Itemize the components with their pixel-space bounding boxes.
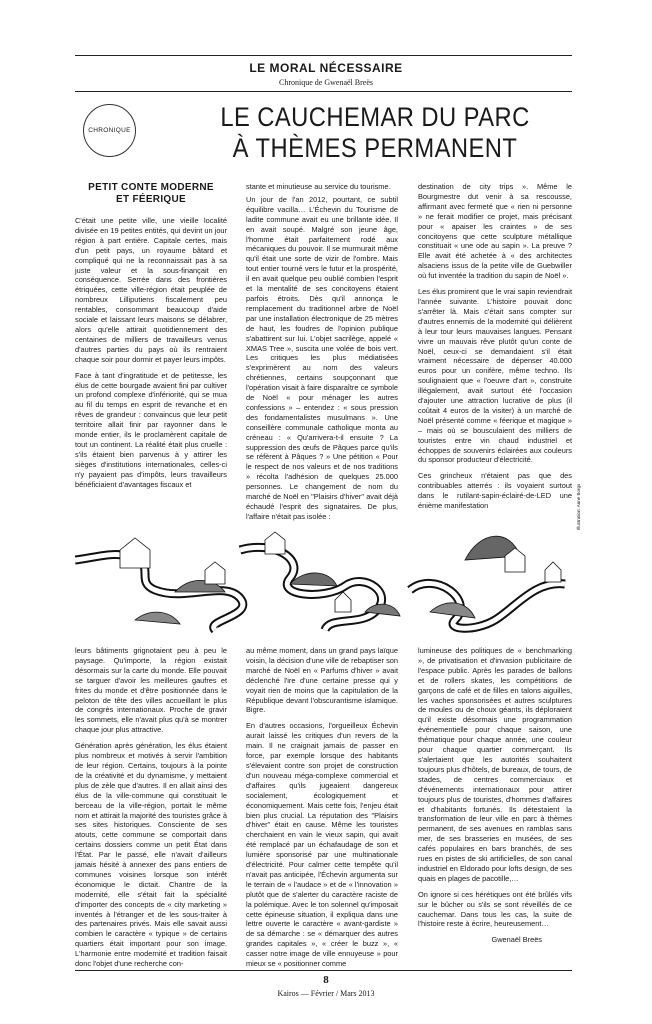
paragraph: Ces grincheux n'étaient pas que des contribuables atterrés : ils voyaient surtout dans le rutilant-sapin-éclairé-de-LED une énième manifestation bbox=[418, 471, 572, 511]
illustration bbox=[75, 520, 572, 638]
subhead-line-2: ET FÉERIQUE bbox=[116, 194, 186, 205]
byline: Chronique de Gwenaël Breës bbox=[279, 78, 373, 87]
top-column-1 bbox=[75, 182, 227, 495]
top-column-2 bbox=[246, 182, 398, 528]
chronique-badge: CHRONIQUE bbox=[83, 104, 136, 157]
paragraph: En d'autres occasions, l'orgueilleux Échevin aurait laissé les critiques d'un revers de la main. Il ne craignait jamais de passer en force, par exemple lorsque des habitants s'élevaient contre son projet de construction d'un nouveau méga-complexe commercial et d'affaires qu'ils jugeaient dangereux socialement, écologiquement et économiquement. Mais cette fois, l'enjeu était bien plus crucial. La réputation des "Plaisirs d'hiver" était en cause. Même les touristes cherchaient en vain le vieux sapin, qui avait été remplacé par un échafaudage de son et lumière sponsorisé par une multinationale d'électricité. Pour calmer cette tempête qu'il n'avait pas anticipée, l'Échevin argumenta sur le terrain de « l'audace » et de « l'innovation » plutôt que de s'alerter du caractère raciste de la polémique. Avec le ton solennel qu'imposait cette épineuse situation, il expliqua dans une lettre ouverte le caractère « avant-gardiste » de sa démarche : se « démarquer des autres grandes capitales », « créer le buzz », « casser notre image de ville ennuyeuse » pour mieux se « positionner comme bbox=[246, 721, 398, 969]
paragraph: C'était une petite ville, une vieille localité divisée en 19 petites entités, qui devint un jour région à part entière. Capitale certes, mais d'un petit pays, un royaume bâtard et compliqué qui ne la reconnaissait pas à sa juste valeur et la sous-finançait en conséquence. Serrée dans des frontières étriquées, cette ville-région était peuplée de nombreux Lilliputiens fiscalement peu rentables, consommant beaucoup d'aide sociale et laissant leurs maisons se délabrer, alors qu'elle attirait quotidiennement des centaines de milliers de travailleurs venus d'autres parties du pays où ils rentraient chaque soir pour dormir et payer leurs impôts. bbox=[75, 216, 227, 364]
footer-rule bbox=[75, 970, 572, 971]
bottom-column-1 bbox=[75, 646, 227, 975]
paragraph: On ignore si ces hérétiques ont été brûlés vifs sur le bûcher ou s'ils se sont réveillés de ce cauchemar. Dans tous les cas, la suite de l'histoire reste à écrire, heureusement… bbox=[418, 889, 572, 929]
page-number: 8 bbox=[323, 974, 329, 986]
title-line-2: À THÈMES PERMANENT bbox=[232, 133, 518, 163]
paragraph: Les élus promirent que le vrai sapin reviendrait l'année suivante. L'histoire pouvait donc s'arrêter là. Mais c'était sans compter sur d'autres ennemis de la modernité qui délièrent à leur tour leurs mauvaises langues. Pensant vivre un mauvais rêve plutôt qu'un conte de Noël, ceux-ci se demandaient s'il était vraiment nécessaire de dépenser 40.000 euros pour un conifère, même techno. Ils soulignaient que « l'oeuvre d'art », construite illégalement, avait surtout été l'occasion d'ajouter une attraction lucrative de plus (il coûtait 4 euros de la visiter) à un marché de Noël présenté comme « féerique et magique » – mais où se bousculaient des milliers de touristes entre vin chaud industriel et échoppes de souvenirs éclairées aux couleurs du sponsor producteur d'électricité. bbox=[418, 287, 572, 465]
subhead bbox=[75, 182, 227, 206]
paragraph: destination de city trips ». Même le Bourgmestre dut venir à sa rescousse, affirmant avec fermeté que « rien ni personne » ne ferait modifier ce projet, mais précisant pour « apaiser les craintes » de ses concitoyens que cette sculpture métallique constituait « une ode au sapin ». La preuve ? Elle avait été achetée à « des architectes alsaciens issus de la petite ville de Guebwiller où fut inventée la tradition du sapin de Noël ». bbox=[418, 182, 572, 281]
article-title bbox=[177, 102, 573, 164]
header-rule-top bbox=[75, 55, 572, 56]
issue-footer: Kairos — Février / Mars 2013 bbox=[277, 989, 375, 998]
paragraph: Face à tant d'ingratitude et de petitesse, les élus de cette bourgade avaient fini par cultiver un profond complexe d'infériorité, qui se mua au fil du temps en esprit de revanche et en rêves de grandeur : convaincus que leur petit territoire allait finir par rayonner dans le monde entier, ils le proclamèrent capitale de tout un continent. La réalité était plus cruelle : s'ils étaient bien parvenus à y attirer les sièges d'institutions internationales, celles-ci n'y payaient pas d'impôts, leurs travailleurs bénéficiaient d'avantages fiscaux et bbox=[75, 370, 227, 489]
author-signature: Gwenaël Breës bbox=[491, 935, 542, 945]
header-rule-bottom bbox=[75, 91, 572, 92]
top-column-3 bbox=[418, 182, 572, 517]
paragraph: stante et minutieuse au service du tourisme. bbox=[246, 182, 391, 191]
subhead-line-1: PETIT CONTE MODERNE bbox=[88, 182, 214, 193]
bottom-column-2 bbox=[246, 646, 398, 975]
paragraph: lumineuse des politiques de « benchmarking », de privatisation et d'invasion publicitaire de l'espace public. Après les parades de ballons et de rollers skates, les compétitions de garçons de café et de filles en talons aiguilles, les vaches sponsorisées et autres sculptures de moules ou de choux géants, ils déploraient qu'il existe désormais une programmation événementielle pour chaque saison, une thématique pour chaque année, une couleur pour chaque quartier commerçant. Ils s'alertaient que les autorités souhaitent toujours plus d'hôtels, de bureaux, de tours, de stades, de centres commerciaux et d'événements internationaux pour attirer toujours plus de touristes, d'hommes d'affaires et d'habitants fortunés. Ils détestaient la transformation de leur ville en parc à thèmes permanent, de ses avenues en ramblas sans mer, de ses brasseries en musées, de ses cafés populaires en bars branchés, de ses rues en pistes de ski artificielles, de son canal industriel en Eldorado pour lofts design, de ses quais en plages de pacotille,… bbox=[418, 646, 572, 883]
paragraph: Un jour de l'an 2012, pourtant, ce subtil équilibre vacilla… L'Échevin du Tourisme de ladite commune avait eu une brillante idée. Il en avait soupé. Malgré son jeune âge, l'homme était parfaitement rodé aux mécaniques du pouvoir. Il se murmurait même qu'il était une sorte de vizir de l'ombre. Mais tout entier tourné vers le futur et la prospérité, il en avait quelque peu oublié combien l'esprit et la mentalité de ses concitoyens étaient parfois étroits. Dès qu'il annonça le remplacement du traditionnel arbre de Noël par une installation électronique de 25 mètres de haut, les foudres de l'opinion publique s'abattirent sur lui. L'objet sacrilège, appelé « XMAS Tree », suscita une volée de bois vert. Les critiques les plus médiatisées s'exprimèrent au nom des valeurs chrétiennes, certains soupçonnant que l'opération visait à faire disparaître ce symbole de Noël « pour ménager les autres confessions » – entendez : « sous pression des fondamentalistes musulmans ». Une conseillère communale catholique monta au créneau : « Qu'arrivera-t-il ensuite ? La suppression des œufs de Pâques parce qu'ils se réfèrent à Pâques ? » Une pétition « Pour le respect de nos valeurs et de nos traditions » récolta l'adhésion de quelques 25.000 personnes. Le changement de nom du marché de Noël en "Plaisirs d'hiver" avait déjà échaudé l'esprit des signataires. De plus, l'affaire n'était pas isolée : bbox=[246, 194, 398, 521]
title-line-1: LE CAUCHEMAR DU PARC bbox=[220, 102, 530, 132]
bottom-column-3 bbox=[418, 646, 572, 951]
section-title: LE MORAL NÉCESSAIRE bbox=[249, 61, 403, 75]
illustration-credit: Illustration: Anne Borgs bbox=[576, 483, 581, 530]
paragraph: au même moment, dans un grand pays laïque voisin, la décision d'une ville de rebaptiser son marché de Noël en « Parfums d'hiver » avait déclenché l'ire d'une certaine presse qui y voyait rien de moins que la capitulation de la République devant l'obscurantisme islamique. Bigre. bbox=[246, 646, 398, 715]
paragraph: leurs bâtiments grignotaient peu à peu le paysage. Qu'importe, la région existait désormais sur la carte du monde. Elle pouvait se targuer d'avoir les meilleures gaufres et frites du monde et d'être positionnée dans le peloton de tête des villes accueillant le plus de congrès internationaux. Proche de gravir les sommets, elle n'avait plus qu'à se montrer chaque jour plus attractive. bbox=[75, 646, 227, 735]
paragraph: Génération après génération, les élus étaient plus nombreux et motivés à servir l'ambition de leur région. Certains, toujours à la pointe de la créativité et du dynamisme, y mettaient plus de zèle que d'autres. Il en allait ainsi des élus de la ville-commune qui constituait le berceau de la ville-région, portait le même nom et attirait la majorité des touristes grâce à ses sites historiques. Consciente de ses atouts, cette commune se comportait dans certains dossiers comme un petit État dans l'État. Par le passé, elle n'avait d'ailleurs jamais hésité à annexer des pans entiers de communes voisines lorsque son intérêt économique le dictait. Chantre de la modernité, elle s'était fait la spécialité d'importer des concepts de « city marketing » inventés à l'étranger et de les sous-traiter à des partenaires privés. Mais elle savait aussi combien le caractère « typique » de certains quartiers était important pour son image. L'harmonie entre modernité et tradition faisait donc l'objet d'une recherche con- bbox=[75, 741, 227, 969]
